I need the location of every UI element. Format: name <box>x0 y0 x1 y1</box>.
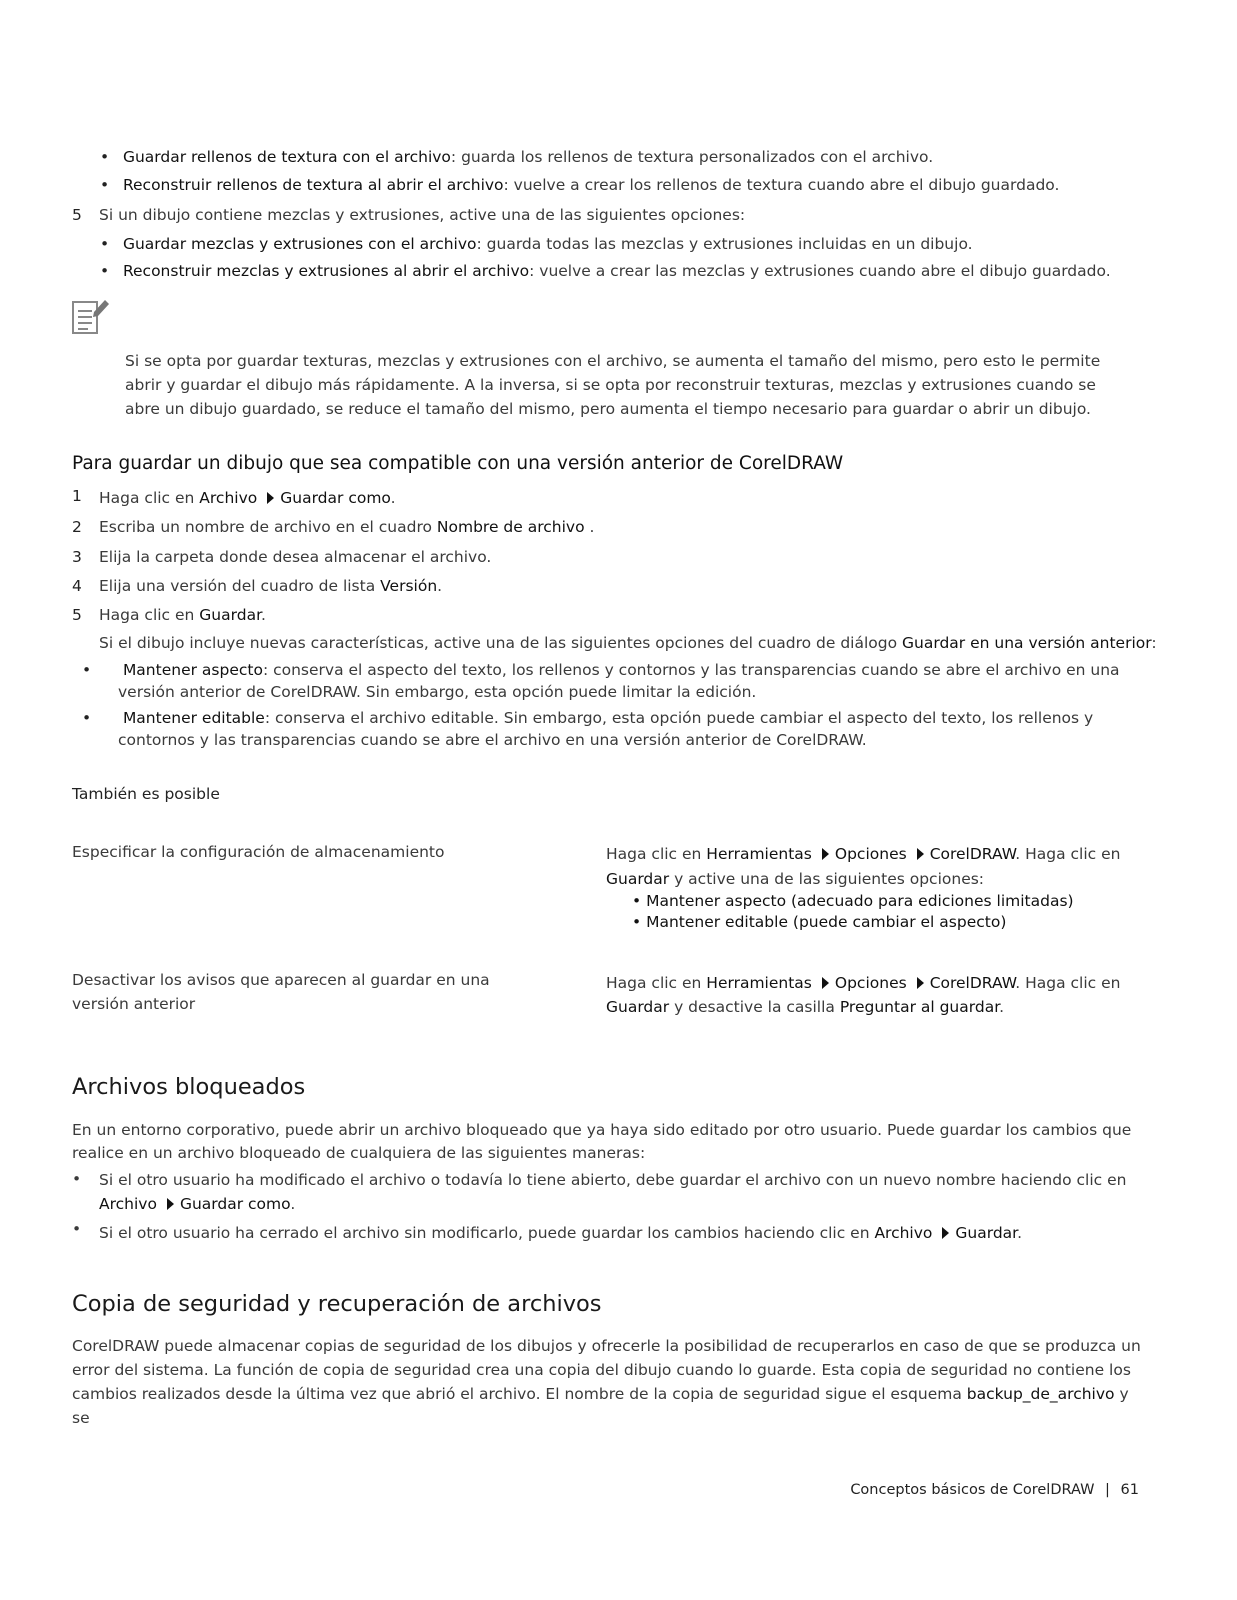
bullet-term: Reconstruir rellenos de textura al abrir el archivo <box>122 176 504 194</box>
menu-guardar-como: Guardar como <box>179 1195 291 1213</box>
option-keep-appearance: • Mantener aspecto (adecuado para ediciones limitadas) <box>632 892 1074 910</box>
footer-separator: | <box>1105 1482 1110 1498</box>
chevron-right-icon <box>822 848 829 860</box>
bullet-keep-appearance <box>100 659 1128 703</box>
step-text: Elija una versión del cuadro de lista <box>99 577 381 595</box>
bullet-save-blends <box>100 233 973 255</box>
bullet-desc: : guarda los rellenos de textura personalizados con el archivo. <box>450 148 934 166</box>
menu-guardar: Guardar <box>606 998 670 1016</box>
menu-coreldraw: CorelDRAW <box>929 845 1016 863</box>
step-number: 5 <box>72 606 82 624</box>
bullet-desc: : conserva el archivo editable. Sin embargo, esta opción puede cambiar el aspecto del texto, los rellenos y contornos y las transparencias cuando se abre el archivo en una versión anterior de CorelDRAW. <box>118 709 1094 749</box>
page-number: 61 <box>1120 1482 1139 1498</box>
note-text: Si se opta por guardar texturas, mezclas y extrusiones con el archivo, se aumenta el tamaño del mismo, pero esto le permite abrir y guardar el dibujo más rápidamente. A la inversa, si se opta por reconstruir texturas, mezclas y extrusiones cuando se abre un dibujo guardado, se reduce el tamaño del mismo, pero aumenta el tiempo necesario para guardar o abrir un dibujo. <box>125 352 1101 418</box>
menu-archivo: Archivo <box>199 489 258 507</box>
chevron-right-icon <box>942 1227 949 1239</box>
also-heading: También es posible <box>72 785 220 803</box>
bullet-rebuild-textures <box>100 174 1059 196</box>
step-number: 4 <box>72 577 82 595</box>
locked-paragraph: En un entorno corporativo, puede abrir un archivo bloqueado que ya haya sido editado por otro usuario. Puede guardar los cambios que realice en un archivo bloqueado de cualquiera de las siguientes maneras: <box>72 1121 1132 1162</box>
locked-bullet-1-cont: Archivo Guardar como. <box>99 1195 296 1213</box>
menu-guardar: Guardar <box>955 1224 1018 1242</box>
locked-bullet-2: Si el otro usuario ha cerrado el archivo sin modificarlo, puede guardar los cambios haciendo clic en Archivo Guardar. <box>99 1224 1023 1242</box>
chevron-right-icon <box>917 977 924 989</box>
procedure-heading: Para guardar un dibujo que sea compatible con una versión anterior de CorelDRAW <box>72 453 844 474</box>
section-heading-locked: Archivos bloqueados <box>72 1074 306 1100</box>
step-5: Haga clic en Guardar. <box>99 606 266 624</box>
menu-opciones: Opciones <box>834 974 907 992</box>
table-row-1-right-cont: Guardar y active una de las siguientes opciones: <box>606 870 985 888</box>
field-nombre-archivo: Nombre de archivo <box>436 518 585 536</box>
backup-paragraph: CorelDRAW puede almacenar copias de seguridad de los dibujos y ofrecerle la posibilidad de recuperarlos en caso de que se produzca un error del sistema. La función de copia de seguridad crea una copia del dibujo cuando lo guarde. Esta copia de seguridad no contiene los cambios realizados desde la última vez que abrió el archivo. El nombre de la copia de seguridad sigue el esquema backup_de_archivo y se <box>72 1337 1141 1427</box>
bullet-desc: : vuelve a crear los rellenos de textura cuando abre el dibujo guardado. <box>503 176 1060 194</box>
button-guardar: Guardar <box>199 606 262 624</box>
table-row-1-right: Haga clic en Herramientas Opciones CorelDRAW. Haga clic en <box>606 845 1121 863</box>
step-number: 2 <box>72 518 82 536</box>
step-text: Escriba un nombre de archivo en el cuadro <box>99 518 437 536</box>
chevron-right-icon <box>167 1198 174 1210</box>
dialog-name: Guardar en una versión anterior <box>902 634 1152 652</box>
step-3: Elija la carpeta donde desea almacenar el archivo. <box>99 548 492 566</box>
menu-herramientas: Herramientas <box>706 845 812 863</box>
menu-guardar-como: Guardar como <box>280 489 391 507</box>
table-row-2-right: Haga clic en Herramientas Opciones CorelDRAW. Haga clic en <box>606 974 1121 992</box>
bullet-desc: : guarda todas las mezclas y extrusiones incluidas en un dibujo. <box>476 235 973 253</box>
locked-bullet-1: Si el otro usuario ha modificado el archivo o todavía lo tiene abierto, debe guardar el archivo con un nuevo nombre haciendo clic en <box>99 1171 1127 1189</box>
checkbox-name: Preguntar al guardar <box>839 998 1000 1016</box>
bullet-term: Mantener aspecto <box>122 661 263 679</box>
bullet-keep-editable <box>100 707 1108 751</box>
step-4: Elija una versión del cuadro de lista Versión. <box>99 577 443 595</box>
menu-archivo: Archivo <box>874 1224 933 1242</box>
step-1: Haga clic en Archivo Guardar como. <box>99 489 396 507</box>
bullet-term: Guardar mezclas y extrusiones con el archivo <box>122 235 477 253</box>
backup-scheme: backup_de_archivo <box>966 1385 1115 1403</box>
field-version: Versión <box>380 577 438 595</box>
chevron-right-icon <box>917 848 924 860</box>
bullet-desc: : vuelve a crear las mezclas y extrusiones cuando abre el dibujo guardado. <box>529 262 1111 280</box>
section-heading-backup: Copia de seguridad y recuperación de archivos <box>72 1291 602 1317</box>
bullet-term: Reconstruir mezclas y extrusiones al abrir el archivo <box>122 262 530 280</box>
step-number: 5 <box>72 206 82 224</box>
bullet-desc: : conserva el aspecto del texto, los rellenos y contornos y las transparencias cuando se abre el archivo en una versión anterior de CorelDRAW. Sin embargo, esta opción puede limitar la edición. <box>118 661 1120 701</box>
step-number: 3 <box>72 548 82 566</box>
bullet-rebuild-blends <box>100 260 1111 282</box>
menu-opciones: Opciones <box>834 845 907 863</box>
bullet-dot: • <box>72 1220 82 1238</box>
menu-guardar: Guardar <box>606 870 670 888</box>
bullet-save-textures <box>100 146 933 168</box>
menu-coreldraw: CorelDRAW <box>929 974 1016 992</box>
step-2: Escriba un nombre de archivo en el cuadro Nombre de archivo . <box>99 518 595 536</box>
chevron-right-icon <box>822 977 829 989</box>
table-row-2-left: Desactivar los avisos que aparecen al guardar en una versión anterior <box>72 971 490 1013</box>
step-text: Haga clic en <box>99 606 200 624</box>
bullet-term: Mantener editable <box>122 709 265 727</box>
option-keep-editable: • Mantener editable (puede cambiar el aspecto) <box>632 913 1007 931</box>
bullet-dot: • <box>72 1170 82 1188</box>
table-row-2-right-cont: Guardar y desactive la casilla Preguntar al guardar. <box>606 998 1005 1016</box>
page-footer <box>850 1482 1139 1498</box>
footer-title: Conceptos básicos de CorelDRAW <box>850 1482 1095 1498</box>
chevron-right-icon <box>267 492 274 504</box>
menu-herramientas: Herramientas <box>706 974 812 992</box>
bullet-term: Guardar rellenos de textura con el archivo <box>122 148 451 166</box>
menu-archivo: Archivo <box>99 1195 157 1213</box>
step-text: Haga clic en <box>99 489 200 507</box>
step-text: Si un dibujo contiene mezclas y extrusiones, active una de las siguientes opciones: <box>99 206 746 224</box>
step-number: 1 <box>72 487 82 505</box>
note-pencil-icon <box>72 298 112 338</box>
step-5-continuation: Si el dibujo incluye nuevas características, active una de las siguientes opciones del cuadro de diálogo Guardar en una versión anterior: <box>99 634 1157 652</box>
table-row-1-left: Especificar la configuración de almacenamiento <box>72 843 445 861</box>
